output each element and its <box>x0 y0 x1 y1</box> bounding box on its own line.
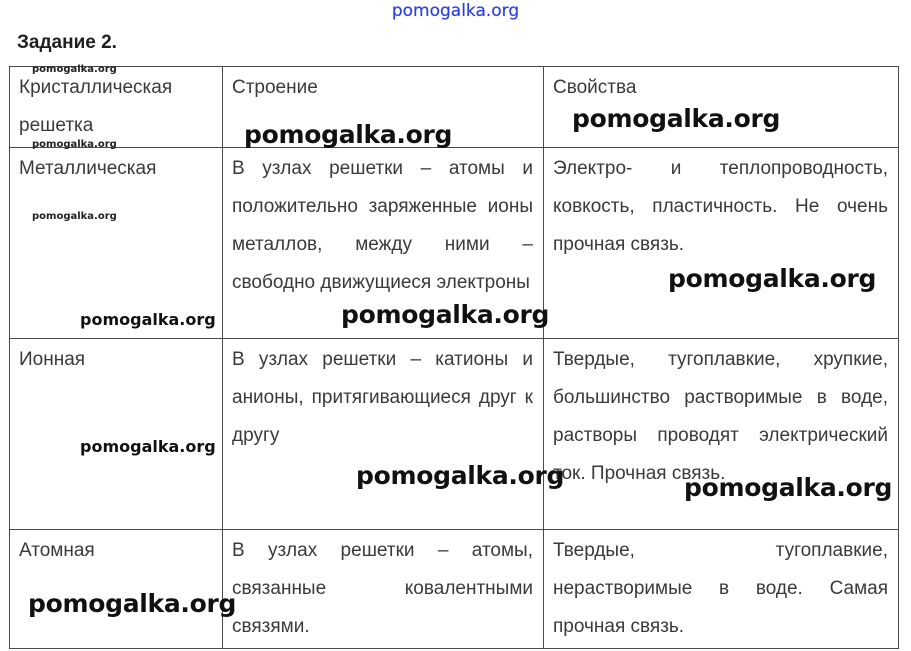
task-title: Задание 2. <box>17 32 117 53</box>
watermark: pomogalka.org <box>572 104 781 133</box>
header-properties: Свойства <box>544 67 899 148</box>
watermark: pomogalka.org <box>80 437 216 456</box>
crystal-lattice-table <box>9 66 899 649</box>
properties-cell: Твердые, тугоплавкие, хрупкие, большинство растворимые в воде, растворы проводят электрический ток. Прочная связь. <box>544 339 899 530</box>
properties-cell: Твердые, тугоплавкие, нерастворимые в воде. Самая прочная связь. <box>544 530 899 649</box>
structure-cell: В узлах решетки – атомы и положительно заряженные ионы металлов, между ними – свободно движущиеся электроны <box>223 148 544 339</box>
header-structure: Строение <box>223 67 544 148</box>
lattice-type-cell: Металлическая <box>10 148 223 339</box>
site-link[interactable]: pomogalka.org <box>391 1 520 21</box>
lattice-type-cell: Ионная <box>10 339 223 530</box>
watermark: pomogalka.org <box>32 211 117 222</box>
watermark: pomogalka.org <box>356 461 565 490</box>
header-lattice: Кристаллическая решетка <box>10 67 223 148</box>
structure-cell: В узлах решетки – катионы и анионы, притягивающиеся друг к другу <box>223 339 544 530</box>
watermark: pomogalka.org <box>341 300 550 329</box>
watermark: pomogalka.org <box>28 589 237 618</box>
watermark: pomogalka.org <box>32 139 117 150</box>
watermark: pomogalka.org <box>668 264 877 293</box>
watermark: pomogalka.org <box>684 473 893 502</box>
watermark: pomogalka.org <box>80 310 216 329</box>
lattice-type-cell: Атомная <box>10 530 223 649</box>
properties-cell: Электро- и теплопроводность, ковкость, пластичность. Не очень прочная связь. <box>544 148 899 339</box>
watermark: pomogalka.org <box>32 64 117 75</box>
structure-cell: В узлах решетки – атомы, связанные ковалентными связями. <box>223 530 544 649</box>
watermark: pomogalka.org <box>244 120 453 149</box>
